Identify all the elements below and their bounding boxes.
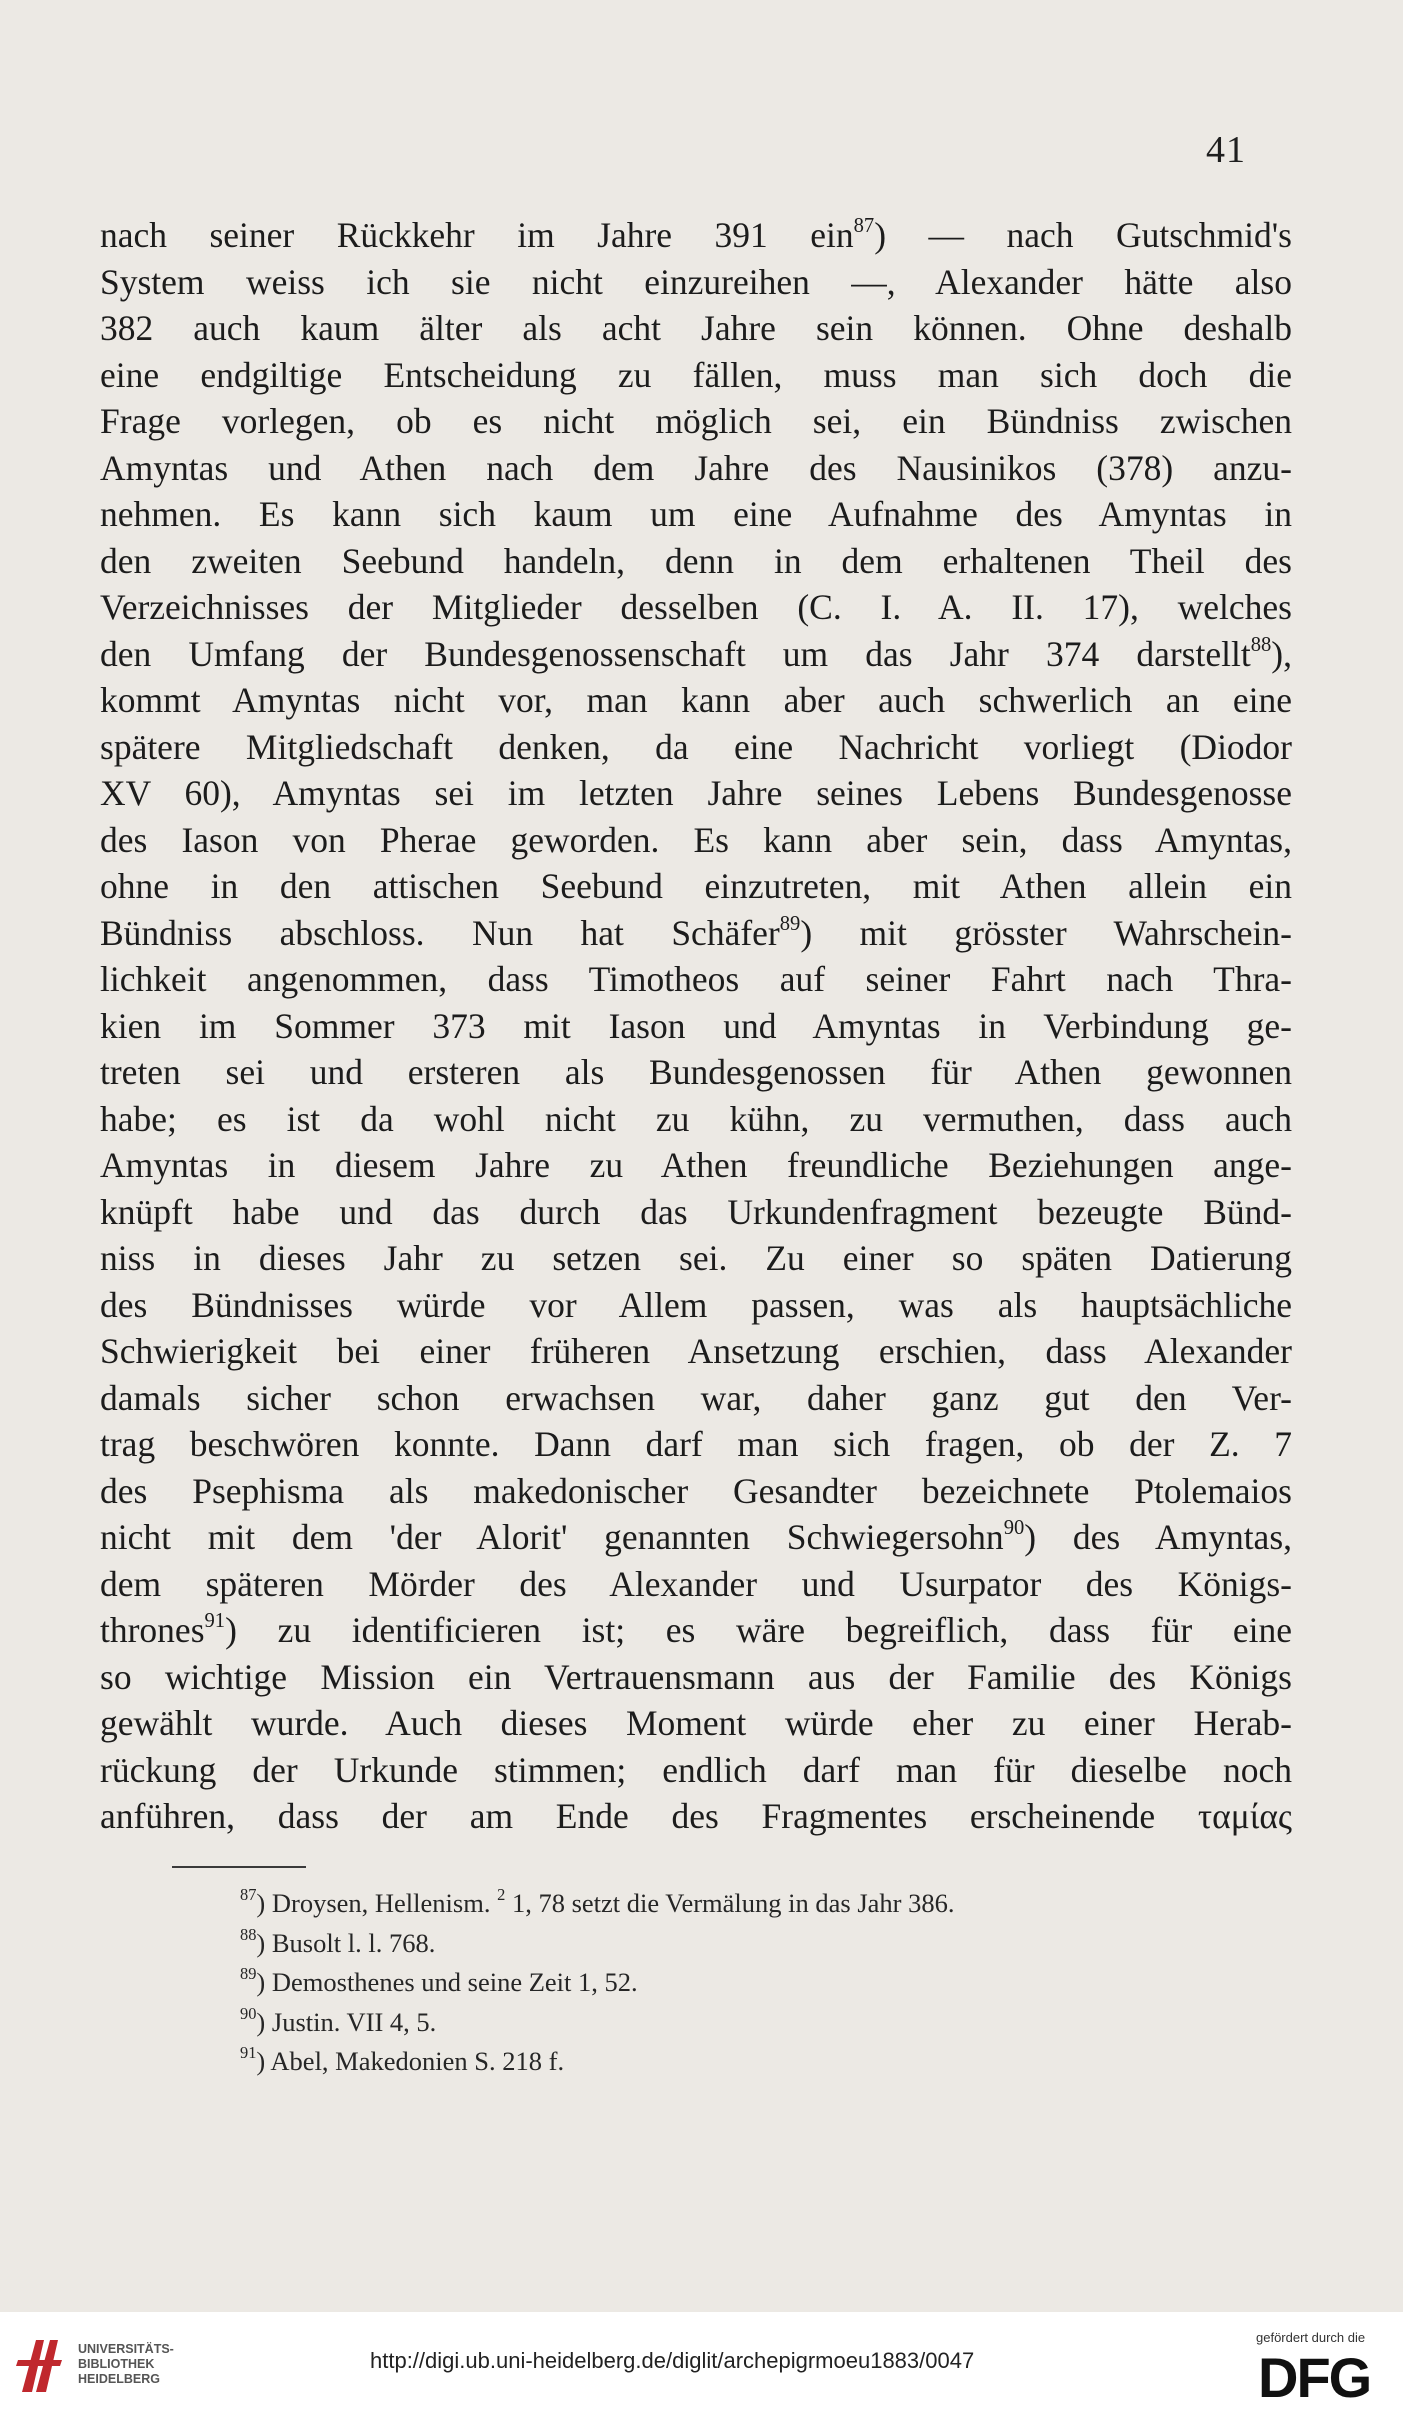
- footnote: $^{87}$) Droysen, Hellenism. $^2$ 1, 78 setzt die Vermälung in das Jahr 386.: [240, 1885, 955, 1918]
- text-line: [100, 491, 1292, 538]
- text-run: kien im Sommer 373 mit Iason und Amyntas in Verbindung ge-: [100, 1005, 1292, 1046]
- text-line: [100, 1793, 1292, 1840]
- university-library-name: [78, 2342, 174, 2387]
- text-line: [100, 1607, 1292, 1654]
- dfg-logo: DFG: [1258, 2346, 1371, 2409]
- footnote-ref: 87: [853, 215, 875, 238]
- text-run: den Umfang der Bundesgenossenschaft um das Jahr 374 darstellt: [100, 633, 1251, 674]
- footnote-ref: 91: [204, 1610, 226, 1633]
- text-run: kommt Amyntas nicht vor, man kann aber auch schwerlich an eine: [100, 680, 1292, 720]
- text-line: [100, 770, 1292, 817]
- body-text: [100, 212, 1292, 1840]
- viewer-footer: [0, 2312, 1403, 2416]
- footnote: $^{91}$) Abel, Makedonien S. 218 f.: [240, 2043, 565, 2077]
- text-run: Amyntas in diesem Jahre zu Athen freundliche Beziehungen ange-: [100, 1145, 1292, 1185]
- text-run: nach seiner Rückkehr im Jahre 391 ein: [100, 215, 854, 255]
- text-run: habe; es ist da wohl nicht zu kühn, zu vermuthen, dass auch: [100, 1098, 1292, 1139]
- text-run: Justin. VII 4, 5.: [271, 2006, 437, 2037]
- text-run: spätere Mitgliedschaft denken, da eine Nachricht vorliegt (Diodor: [100, 726, 1292, 767]
- text-run: XV 60), Amyntas sei im letzten Jahre seines Lebens Bundesgenosse: [100, 773, 1292, 813]
- text-line: [100, 1049, 1292, 1096]
- text-line: [100, 1561, 1292, 1608]
- text-line: [100, 1235, 1292, 1282]
- footnote-ref: 90: [1003, 1517, 1025, 1540]
- library-name-line: HEIDELBERG: [78, 2372, 160, 2386]
- text-run: Bündniss abschloss. Nun hat Schäfer: [100, 912, 780, 953]
- text-run: damals sicher schon erwachsen war, daher ganz gut den Ver-: [100, 1377, 1292, 1418]
- text-run: ) — nach Gutschmid's: [874, 215, 1292, 255]
- footnote-rule: [172, 1866, 306, 1868]
- text-line: [100, 1328, 1292, 1375]
- text-run: ) mit grösster Wahrschein-: [800, 912, 1292, 953]
- text-line: [100, 538, 1292, 585]
- text-line: [100, 1654, 1292, 1701]
- text-line: [100, 259, 1292, 306]
- text-run: Frage vorlegen, ob es nicht möglich sei, ein Bündniss zwischen: [100, 401, 1292, 441]
- text-line: [100, 1747, 1292, 1794]
- text-run: dem späteren Mörder des Alexander und Usurpator des Königs-: [100, 1563, 1292, 1604]
- text-line: [100, 352, 1292, 399]
- footnote-ref: 2: [497, 1885, 506, 1905]
- text-run: nehmen. Es kann sich kaum um eine Aufnahme des Amyntas in: [100, 494, 1292, 534]
- text-run: nicht mit dem 'der Alorit' genannten Schwiegersohn: [100, 1517, 1004, 1557]
- sponsor-text: gefördert durch die: [1256, 2330, 1366, 2345]
- text-line: [100, 1282, 1292, 1329]
- text-line: [100, 724, 1292, 771]
- footnote: $^{89}$) Demosthenes und seine Zeit 1, 52.: [240, 1964, 638, 1998]
- text-run: ) zu identificieren ist; es wäre begreiflich, dass für eine: [225, 1610, 1292, 1650]
- text-line: [100, 584, 1292, 631]
- text-line: [100, 1514, 1292, 1561]
- footnotes: [240, 1884, 955, 2082]
- text-run: ohne in den attischen Seebund einzutreten, mit Athen allein ein: [100, 866, 1292, 906]
- library-name-line: BIBLIOTHEK: [78, 2357, 155, 2371]
- text-line: [100, 1700, 1292, 1747]
- page-number: 41: [1206, 129, 1246, 171]
- text-line: [100, 398, 1292, 445]
- text-run: gewählt wurde. Auch dieses Moment würde eher zu einer Herab-: [100, 1703, 1292, 1743]
- footnote-number: 91: [240, 2043, 257, 2063]
- text-run: trag beschwören konnte. Dann darf man sich fragen, ob der Z. 7: [100, 1424, 1292, 1464]
- footnote: $^{88}$) Busolt l. l. 768.: [240, 1924, 436, 1958]
- text-run: Verzeichnisses der Mitglieder desselben (C. I. A. II. 17), welches: [100, 587, 1292, 627]
- text-line: [100, 305, 1292, 352]
- footnote-number: 89: [240, 1964, 257, 1984]
- university-logo-icon: [14, 2330, 68, 2398]
- text-line: [100, 910, 1292, 957]
- footnote-ref: 88: [1250, 633, 1272, 656]
- text-run: ),: [1271, 633, 1292, 674]
- text-run: des Bündnisses würde vor Allem passen, was als hauptsächliche: [100, 1284, 1292, 1325]
- permalink-url[interactable]: http://digi.ub.uni-heidelberg.de/diglit/archepigrmoeu1883/0047: [370, 2348, 975, 2373]
- text-run: Abel, Makedonien S. 218 f.: [270, 2046, 565, 2077]
- text-line: [100, 1468, 1292, 1515]
- text-line: [100, 445, 1292, 492]
- footnote-number: 88: [240, 1924, 257, 1944]
- text-line: [100, 212, 1292, 259]
- text-run: Schwierigkeit bei einer früheren Ansetzung erschien, dass Alexander: [100, 1331, 1292, 1371]
- text-run: des Iason von Pherae geworden. Es kann aber sein, dass Amyntas,: [100, 819, 1292, 860]
- footnote-number: 90: [240, 2003, 257, 2023]
- footnote-number: 87: [240, 1885, 257, 1905]
- text-line: [100, 817, 1292, 864]
- text-run: 1, 78 setzt die Vermälung in das Jahr 386.: [505, 1888, 955, 1918]
- text-line: [100, 677, 1292, 724]
- text-line: [100, 1421, 1292, 1468]
- text-run: niss in dieses Jahr zu setzen sei. Zu einer so späten Datierung: [100, 1238, 1292, 1278]
- text-line: [100, 1003, 1292, 1050]
- text-run: des Psephisma als makedonischer Gesandter bezeichnete Ptolemaios: [100, 1470, 1292, 1511]
- library-name-line: UNIVERSITÄTS-: [78, 2342, 174, 2356]
- text-run: den zweiten Seebund handeln, denn in dem erhaltenen Theil des: [100, 540, 1292, 581]
- footnote-ref: 89: [779, 912, 801, 935]
- text-run: lichkeit angenommen, dass Timotheos auf seiner Fahrt nach Thra-: [100, 959, 1292, 999]
- text-line: [100, 1142, 1292, 1189]
- text-run: anführen, dass der am Ende des Fragmentes erscheinende ταμίας: [100, 1796, 1292, 1836]
- footnote: $^{90}$) Justin. VII 4, 5.: [240, 2003, 437, 2037]
- text-run: Droysen, Hellenism.: [271, 1888, 498, 1918]
- text-run: thrones: [100, 1610, 205, 1650]
- text-run: Amyntas und Athen nach dem Jahre des Nausinikos (378) anzu-: [100, 447, 1292, 488]
- text-line: [100, 1375, 1292, 1422]
- text-line: [100, 631, 1292, 678]
- text-run: so wichtige Mission ein Vertrauensmann aus der Familie des Königs: [100, 1656, 1292, 1697]
- text-run: ) des Amyntas,: [1024, 1517, 1293, 1557]
- text-line: [100, 1096, 1292, 1143]
- text-line: [100, 1189, 1292, 1236]
- text-run: knüpft habe und das durch das Urkundenfragment bezeugte Bünd-: [100, 1191, 1292, 1232]
- text-line: [100, 863, 1292, 910]
- text-run: System weiss ich sie nicht einzureihen —, Alexander hätte also: [100, 261, 1292, 302]
- text-run: treten sei und ersteren als Bundesgenossen für Athen gewonnen: [100, 1052, 1292, 1092]
- text-run: Busolt l. l. 768.: [271, 1927, 436, 1958]
- text-run: eine endgiltige Entscheidung zu fällen, muss man sich doch die: [100, 354, 1292, 395]
- text-run: Demosthenes und seine Zeit 1, 52.: [271, 1967, 638, 1998]
- text-line: [100, 956, 1292, 1003]
- text-run: rückung der Urkunde stimmen; endlich darf man für dieselbe noch: [100, 1749, 1292, 1790]
- text-run: 382 auch kaum älter als acht Jahre sein können. Ohne deshalb: [100, 308, 1292, 348]
